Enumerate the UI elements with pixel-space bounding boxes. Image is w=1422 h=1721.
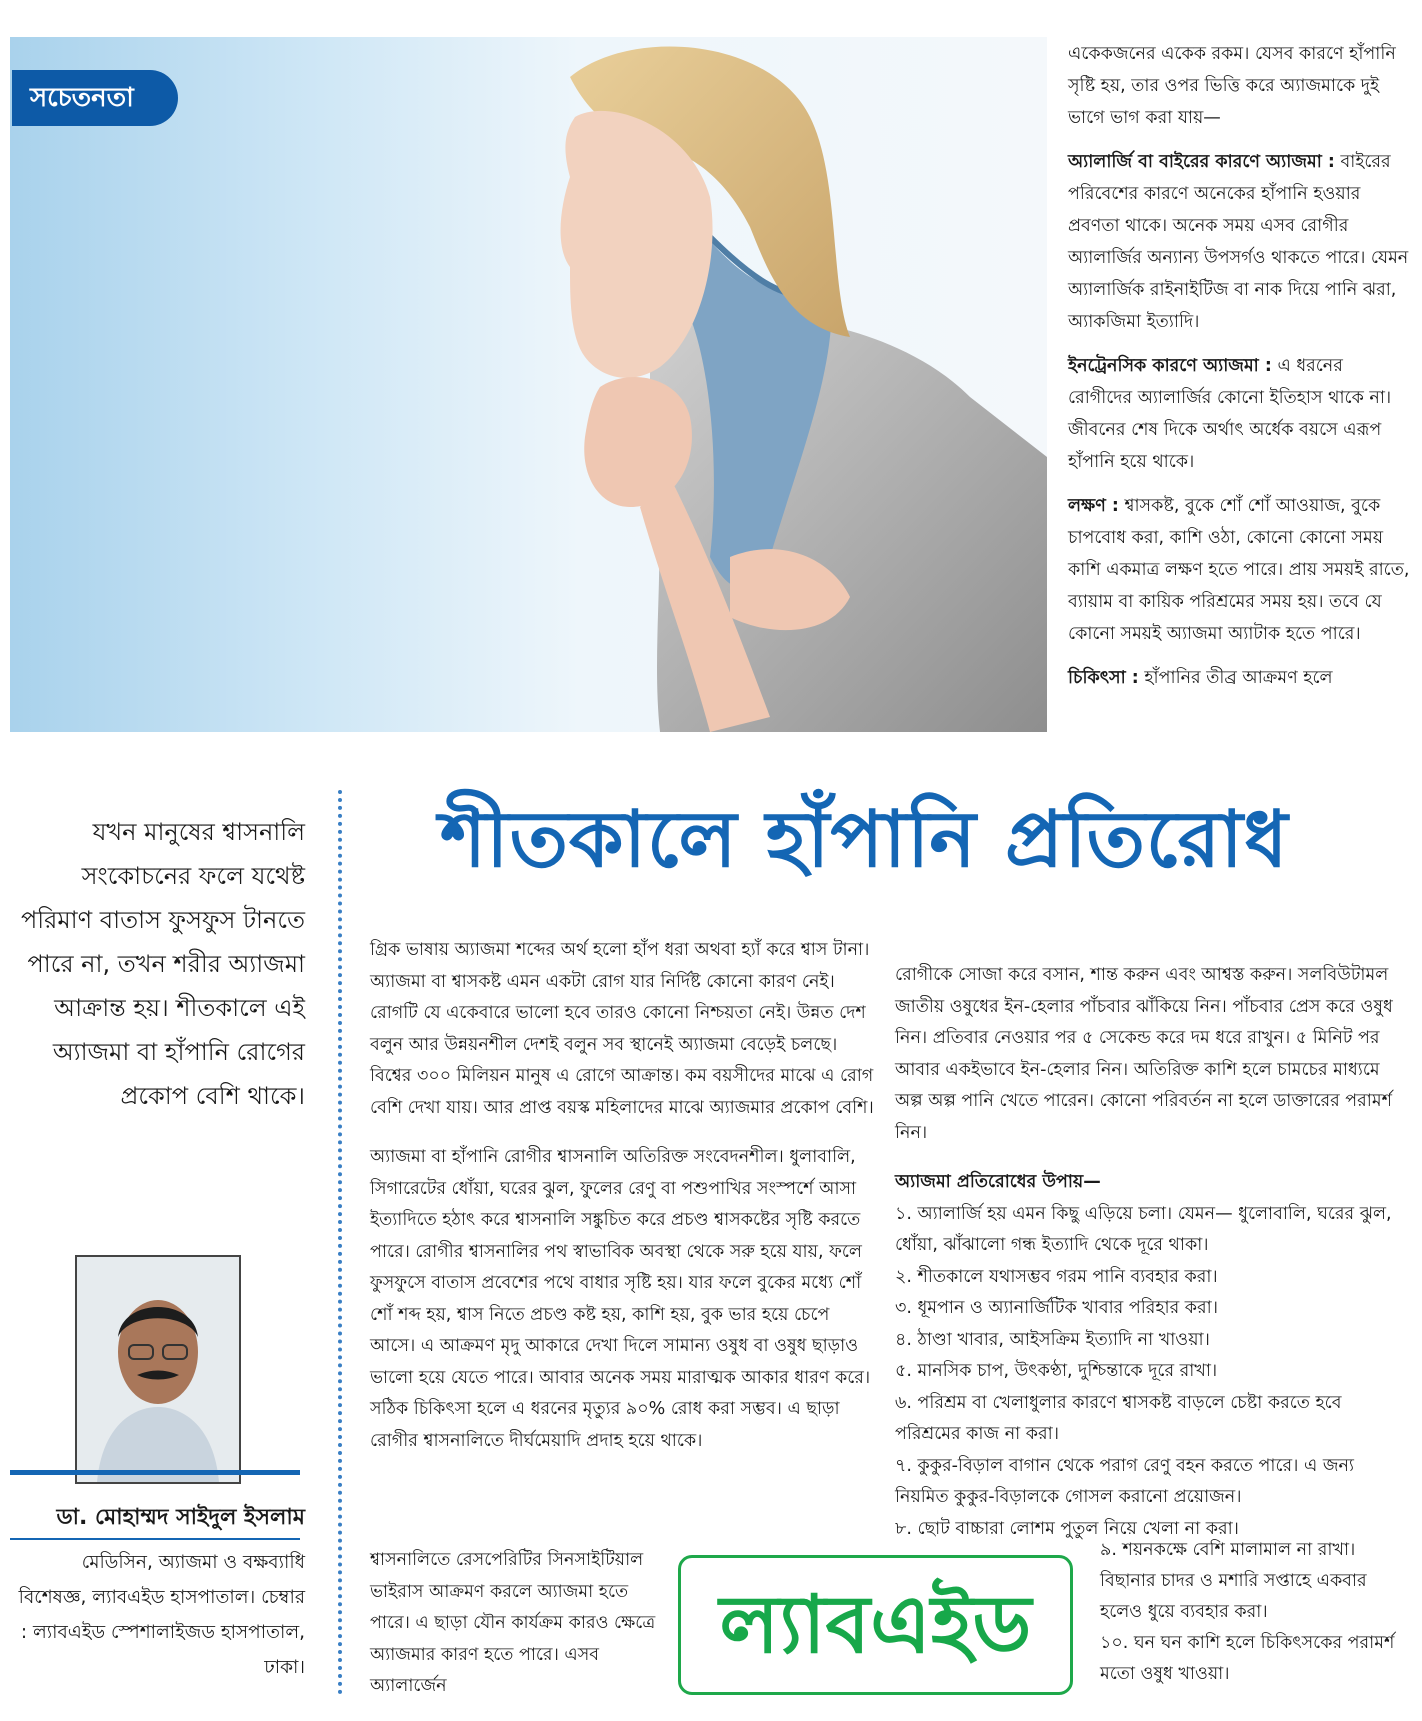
- prevention-item: ১০. ঘন ঘন কাশি হলে চিকিৎসকের পরামর্শ মতো ওষুধ খাওয়া।: [1100, 1633, 1395, 1684]
- intrinsic-paragraph: [1068, 350, 1410, 478]
- allergy-paragraph: [1068, 146, 1410, 338]
- right-column-text: [1068, 38, 1410, 706]
- author-portrait: [77, 1257, 239, 1482]
- prevention-list-tail: [1100, 1535, 1400, 1690]
- symptom-paragraph: [1068, 490, 1410, 650]
- author-rule-top: [10, 1470, 300, 1475]
- hero-image: [10, 37, 1047, 732]
- body-column-right: [895, 960, 1400, 1545]
- body-paragraph-3: শ্বাসনালিতে রেসপেরিটির সিনসাইটিয়াল ভাইরাস আক্রমণ করলে অ্যাজমা হতে পারে। এ ছাড়া যৌন কার্যক্রম কারও ক্ষেত্রে অ্যাজমার কারণ হতে পারে। এসব অ্যালার্জেন: [370, 1550, 656, 1696]
- prevention-item: ২. শীতকালে যথাসম্ভব গরম পানি ব্যবহার করা।: [895, 1266, 1218, 1287]
- prevention-item: ১. অ্যালার্জি হয় এমন কিছু এড়িয়ে চলা। যেমন— ধুলোবালি, ঘরের ঝুল, ধোঁয়া, ঝাঁঝালো গন্ধ ইত্যাদি থেকে দূরে থাকা।: [895, 1203, 1392, 1255]
- prevention-item: ৭. কুকুর-বিড়াল বাগান থেকে পরাগ রেণু বহন করতে পারে। এ জন্য নিয়মিত কুকুর-বিড়ালকে গোসল করানো প্রয়োজন।: [895, 1455, 1354, 1507]
- symptom-heading: লক্ষণ :: [1068, 496, 1119, 516]
- prevention-item: ৮. ছোট বাচ্চারা লোশম পুতুল নিয়ে খেলা না করা।: [895, 1518, 1239, 1539]
- body-paragraph-1: গ্রিক ভাষায় অ্যাজমা শব্দের অর্থ হলো হাঁপ ধরা অথবা হ্যাঁ করে শ্বাস টানা। অ্যাজমা বা শ্বাসকষ্ট এমন একটা রোগ যার নির্দিষ্ট কোনো কারণ নেই। রোগটি যে একেবারে ভালো হবে তারও কোনো নিশ্চয়তা নেই। উন্নত দেশ বলুন আর উন্নয়নশীল দেশই বলুন সব স্থানেই অ্যাজমা বেড়েই চলছে। বিশ্বের ৩০০ মিলিয়ন মানুষ এ রোগে আক্রান্ত। কম বয়সীদের মাঝে এ রোগ বেশি দেখা যায়। আর প্রাপ্ত বয়স্ক মহিলাদের মাঝে অ্যাজমার প্রকোপ বেশি।: [370, 940, 874, 1118]
- allergy-heading: অ্যালার্জি বা বাইরের কারণে অ্যাজমা :: [1068, 152, 1335, 172]
- pull-quote: যখন মানুষের শ্বাসনালি সংকোচনের ফলে যথেষ্ট পরিমাণ বাতাস ফুসফুস টানতে পারে না, তখন শরীর অ্যাজমা আক্রান্ত হয়। শীতকালে এই অ্যাজমা বা হাঁপানি রোগের প্রকোপ বেশি থাকে।: [21, 818, 305, 1110]
- treatment-text: হাঁপানির তীব্র আক্রমণ হলে: [1144, 668, 1333, 688]
- author-info: মেডিসিন, অ্যাজমা ও বক্ষব্যাধি বিশেষজ্ঞ, ল্যাবএইড হাসপাতাল। চেম্বার : ল্যাবএইড স্পেশালাইজড হাসপাতাল, ঢাকা।: [18, 1552, 305, 1678]
- symptom-text: শ্বাসকষ্ট, বুকে শোঁ শোঁ আওয়াজ, বুকে চাপবোধ করা, কাশি ওঠা, কোনো কোনো সময় কাশি একমাত্র লক্ষণ হতে পারে। প্রায় সময়ই রাতে, ব্যায়াম বা কায়িক পরিশ্রমের সময় হয়। তবে যে কোনো সময়ই অ্যাজমা অ্যাটাক হতে পারে।: [1068, 496, 1410, 644]
- body-paragraph-2: অ্যাজমা বা হাঁপানি রোগীর শ্বাসনালি অতিরিক্ত সংবেদনশীল। ধুলাবালি, সিগারেটের ধোঁয়া, ঘরের ঝুল, ফুলের রেণু বা পশুপাখির সংস্পর্শে আসা ইত্যাদিতে হঠাৎ করে শ্বাসনালি সঙ্কুচিত করে প্রচণ্ড শ্বাসকষ্টের সৃষ্টি করতে পারে। রোগীর শ্বাসনালির পথ স্বাভাবিক অবস্থা থেকে সরু হয়ে যায়, ফলে ফুসফুসে বাতাস প্রবেশের পথে বাধার সৃষ্টি হয়। যার ফলে বুকের মধ্যে শোঁ শোঁ শব্দ হয়, শ্বাস নিতে প্রচণ্ড কষ্ট হয়, কাশি হয়, বুক ভার হয়ে চেপে আসে। এ আক্রমণ মৃদু আকারে দেখা দিলে সামান্য ওষুধ বা ওষুধ ছাড়াও ভালো হয়ে যেতে পারে। আবার অনেক সময় মারাত্মক আকার ধারণ করে। সঠিক চিকিৎসা হলে এ ধরনের মৃত্যুর ৯০% রোধ করা সম্ভব। এ ছাড়া রোগীর শ্বাসনালিতে দীর্ঘমেয়াদি প্রদাহ হয়ে থাকে।: [370, 1147, 871, 1451]
- author-name: ডা. মোহাম্মদ সাইদুল ইসলাম: [56, 1505, 305, 1530]
- intrinsic-text: এ ধরনের রোগীদের অ্যালার্জির কোনো ইতিহাস থাকে না। জীবনের শেষ দিকে অর্থাৎ অর্ধেক বয়সে এরূপ হাঁপানি হয়ে থাকে।: [1068, 356, 1392, 472]
- treatment-steps: রোগীকে সোজা করে বসান, শান্ত করুন এবং আশ্বস্ত করুন। সলবিউটামল জাতীয় ওষুধের ইন-হেলার পাঁচবার ঝাঁকিয়ে নিন। পাঁচবার প্রেস করে ওষুধ নিন। প্রতিবার নেওয়ার পর ৫ সেকেন্ড করে দম ধরে রাখুন। ৫ মিনিট পর আবার একইভাবে ইন-হেলার নিন। অতিরিক্ত কাশি হলে চামচের মাধ্যমে অল্প অল্প পানি খেতে পারেন। কোনো পরিবর্তন না হলে ডাক্তারের পরামর্শ নিন।: [895, 965, 1393, 1143]
- coughing-woman-illustration: [10, 37, 1047, 732]
- prevention-item: ৯. শয়নকক্ষে বেশি মালামাল না রাখা। বিছানার চাদর ও মশারি সপ্তাহে একবার হলেও ধুয়ে ব্যবহার করা।: [1100, 1540, 1367, 1622]
- prevention-item: ৬. পরিশ্রম বা খেলাধুলার কারণে শ্বাসকষ্ট বাড়লে চেষ্টা করতে হবে পরিশ্রমের কাজ না করা।: [895, 1392, 1342, 1444]
- prevention-list: [895, 1199, 1400, 1546]
- intro-paragraph: একেকজনের একেক রকম। যেসব কারণে হাঁপানি সৃষ্টি হয়, তার ওপর ভিত্তি করে অ্যাজমাকে দুই ভাগে ভাগ করা যায়—: [1068, 44, 1396, 128]
- body-column-left: [370, 935, 880, 1475]
- prevention-heading: অ্যাজমা প্রতিরোধের উপায়—: [895, 1172, 1101, 1192]
- body-column-left-bottom: [370, 1545, 660, 1721]
- author-photo: [75, 1255, 241, 1484]
- column-divider: [338, 790, 342, 1695]
- author-rule-bottom: [10, 1538, 300, 1540]
- treatment-heading: চিকিৎসা :: [1068, 668, 1139, 688]
- prevention-item: ৫. মানসিক চাপ, উৎকণ্ঠা, দুশ্চিন্তাকে দূরে রাখা।: [895, 1361, 1218, 1381]
- prevention-item: ৩. ধূমপান ও অ্যানার্জিটিক খাবার পরিহার করা।: [895, 1298, 1219, 1318]
- section-tag: সচেতনতা: [12, 70, 178, 126]
- allergy-text: বাইরের পরিবেশের কারণে অনেকের হাঁপানি হওয়ার প্রবণতা থাকে। অনেক সময় এসব রোগীর অ্যালার্জির অন্যান্য উপসর্গও থাকতে পারে। যেমন অ্যালার্জিক রাইনাইটিজ বা নাক দিয়ে পানি ঝরা, অ্যাকজিমা ইত্যাদি।: [1068, 152, 1409, 332]
- intrinsic-heading: ইনট্রেনসিক কারণে অ্যাজমা :: [1068, 356, 1272, 376]
- prevention-item: ৪. ঠাণ্ডা খাবার, আইসক্রিম ইত্যাদি না খাওয়া।: [895, 1329, 1210, 1350]
- article-title: শীতকালে হাঁপানি প্রতিরোধ: [440, 795, 1289, 885]
- labaid-logo: ল্যাবএইড: [678, 1555, 1073, 1695]
- treatment-paragraph: [1068, 662, 1410, 694]
